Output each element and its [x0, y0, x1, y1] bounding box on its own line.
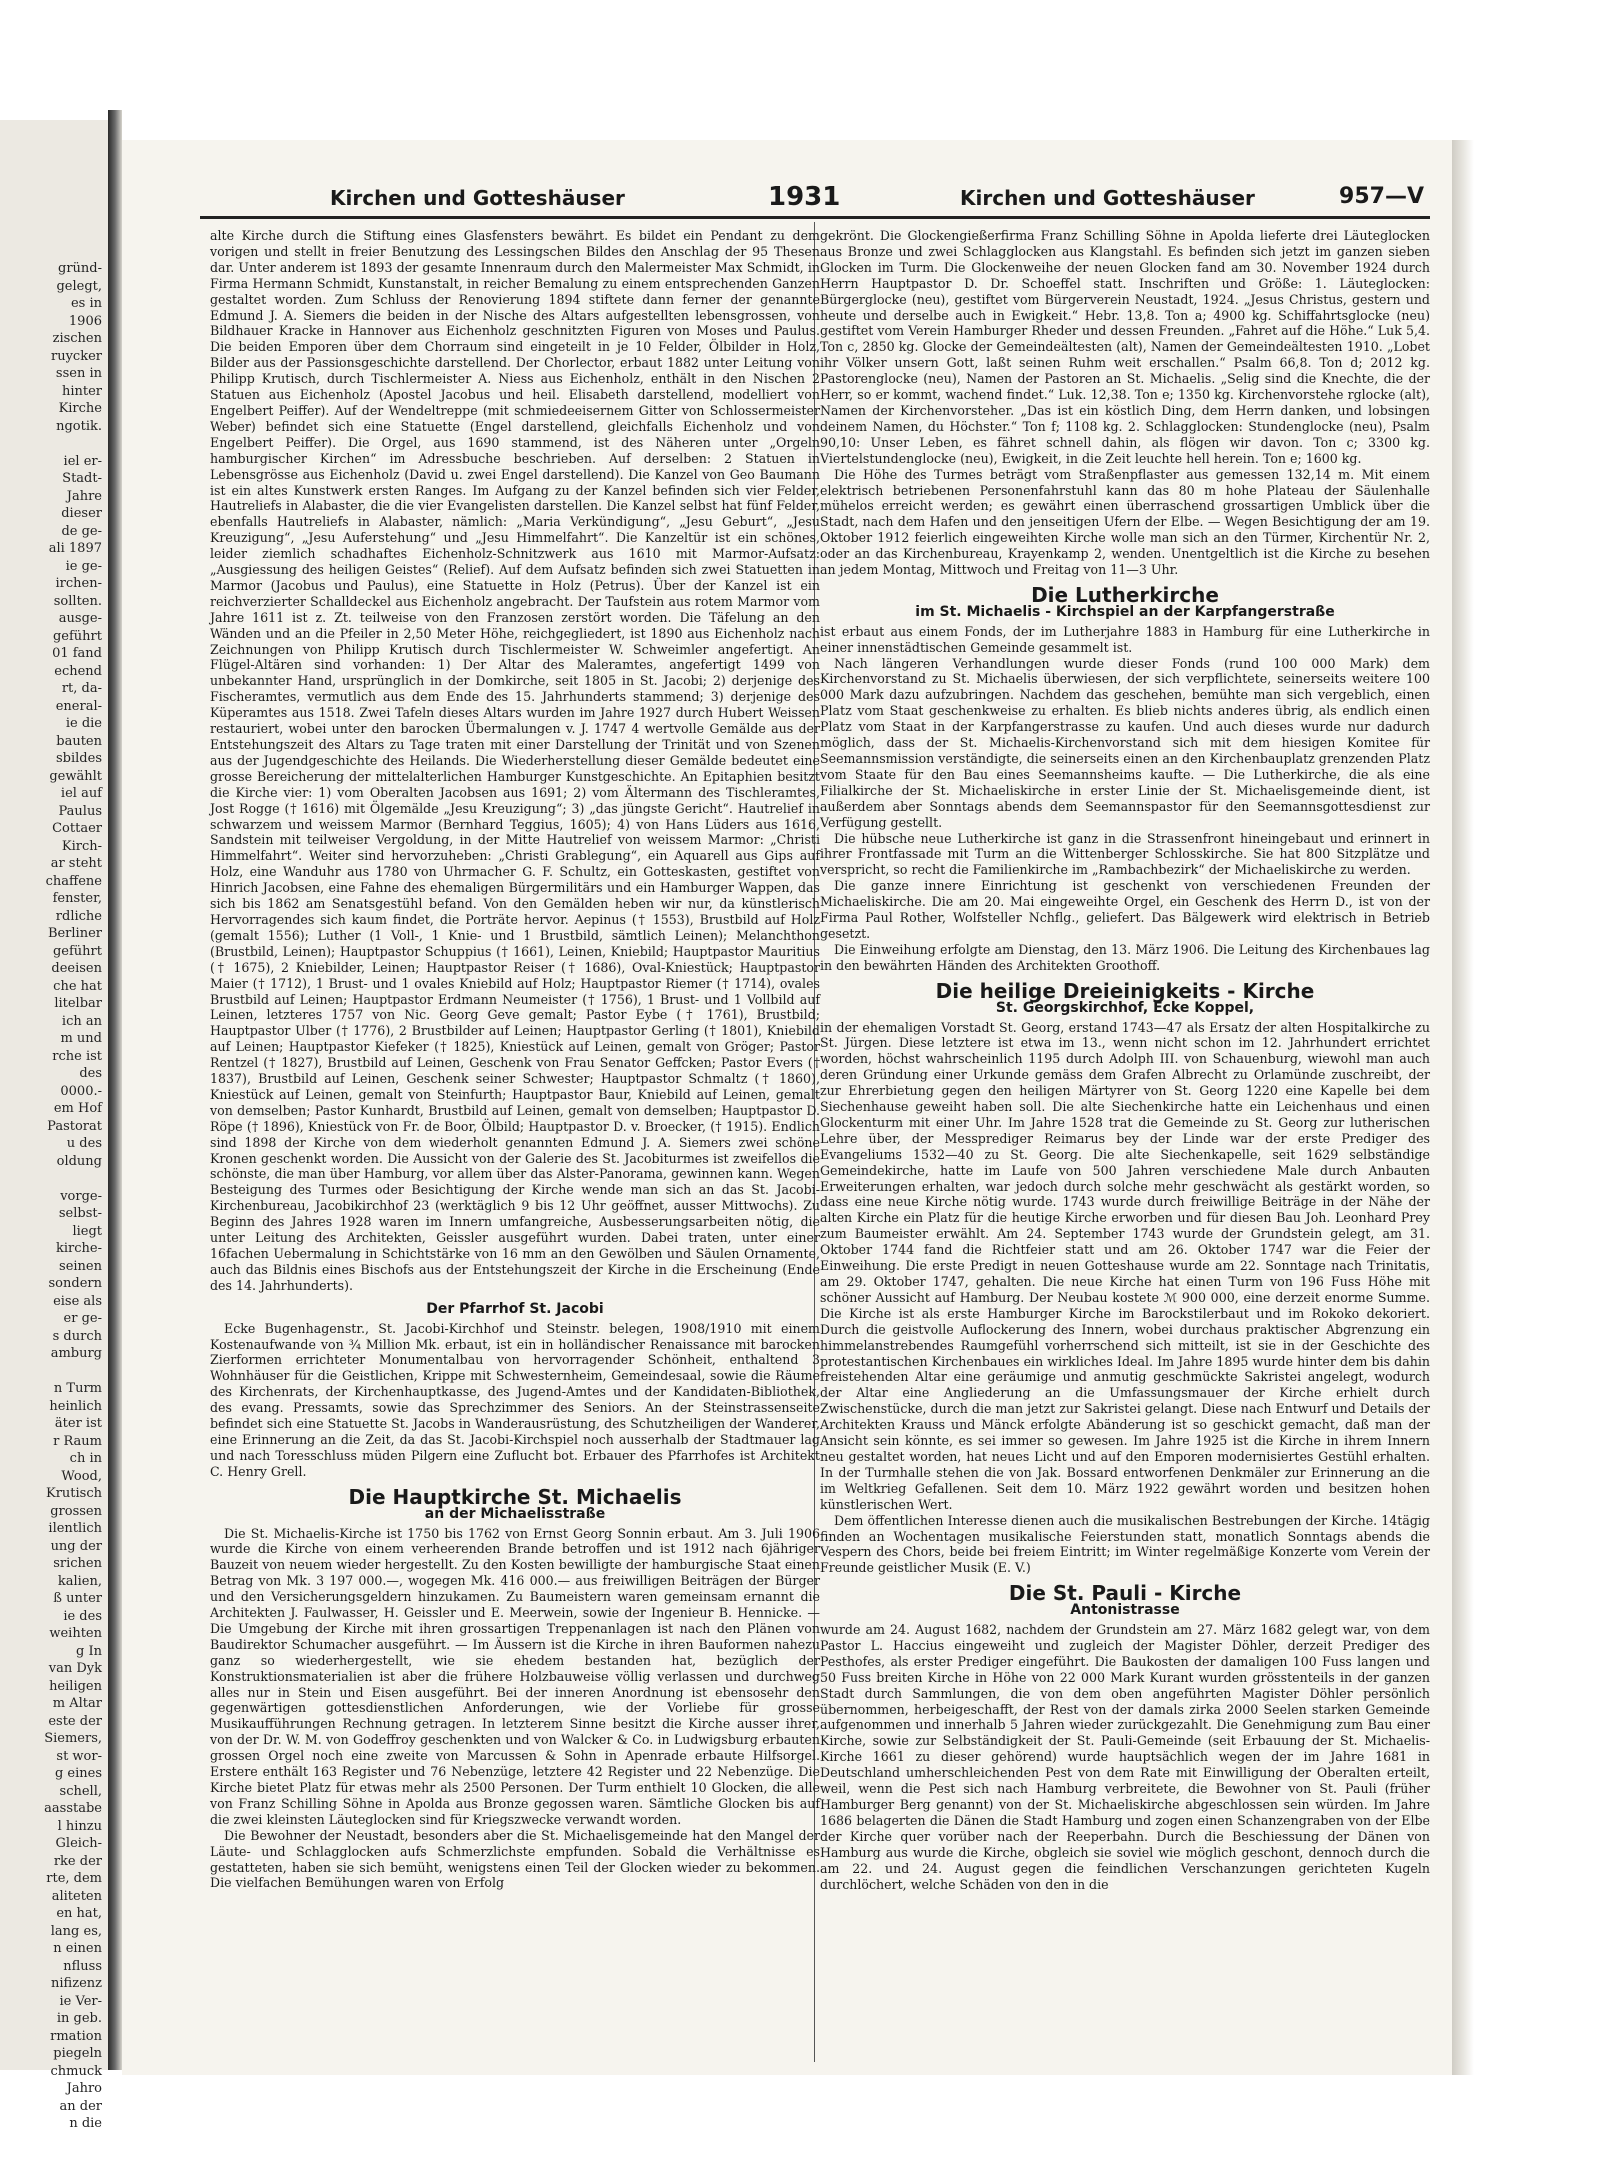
previous-page-line: amburg [50, 1346, 102, 1361]
lutherkirche-subheading: im St. Michaelis - Kirchspiel an der Karpfangerstraße [915, 603, 1335, 620]
previous-page-line: an der [59, 2098, 102, 2114]
previous-page-line: kirche- [56, 1241, 102, 1256]
dreieinigkeit-heading: Die heilige Dreieinigkeits - Kirche [935, 978, 1315, 1003]
previous-page-line: bauten [56, 733, 102, 749]
previous-page-line: en hat, [56, 1906, 102, 1921]
previous-page-line: g eines [54, 1766, 102, 1781]
lutherkirche-paragraph-4: Die ganze innere Einrichtung ist geschenkt von verschiedenen Freunden der Michaeliskirche. Die am 20. Mai eingeweihte Orgel, ein Geschenk des Herrn D., ist von der Firma Paul Rother, Wolfsteller Nchflg., geliefert. Das Bälgewerk wird elektrisch in Betrieb gesetzt. [820, 878, 1430, 941]
dreieinigkeit-subheading: St. Georgskirchhof, Ecke Koppel, [995, 999, 1255, 1016]
previous-page-line: Stadt- [62, 471, 102, 486]
previous-page-line: sollten. [53, 593, 102, 609]
previous-page-line: Wood, [61, 1468, 102, 1484]
previous-page-line: che hat [53, 978, 102, 994]
previous-page-line: ilentlich [48, 1521, 102, 1536]
previous-page-line: liegt [72, 1223, 102, 1239]
previous-page-line: ali 1897 [48, 541, 102, 556]
previous-page-line: Cottaer [52, 821, 102, 836]
previous-page-line: rt, da- [61, 681, 102, 696]
previous-page-line: nfluss [63, 1958, 102, 1974]
previous-page-line: Kirch- [61, 838, 102, 854]
previous-page-line: ie Ver- [59, 1993, 102, 2009]
previous-page-line: er ge- [63, 1311, 102, 1326]
previous-page-line: nifizenz [51, 1976, 102, 1991]
previous-page-line: ie ge- [65, 558, 102, 574]
previous-page-line: zischen [52, 331, 102, 346]
previous-page-line: s durch [52, 1328, 102, 1344]
previous-page-line: rmation [50, 2028, 102, 2044]
previous-page-line: gründ- [58, 261, 102, 276]
michaelis-bells-paragraph: gekrönt. Die Glockengießerfirma Franz Schilling Söhne in Apolda lieferte drei Läuteglocken aus Bronze und zwei Schlagglocken aus Klangstahl. Es befinden sich jetzt im ganzen sieben Glocken im Turm. Die Glockenweihe der neuen Glocken fand am 30. November 1924 durch Herrn Hauptpastor D. Dr. Schoeffel statt. Inschriften und Größe: 1. Läuteglocken: Bürgerglocke (neu), gestiftet vom Bürgerverein Neustadt, 1924. „Jesus Christus, gestern und heute und derselbe auch in Ewigkeit.“ Hebr. 13,8. Ton a; 4900 kg. Schiffahrtsglocke (neu) gestiftet vom Verein Hamburger Rheder und dessen Freunden. „Fahret auf die Höhe.“ Luk 5,4. Ton c, 2850 kg. Glocke der Gemeindeältesten (alt), Namen der Gemeindeältesten 1910. „Lobet ihr Völker unsern Gott, laßt seinen Ruhm weit erschallen.“ Psalm 66,8. Ton d; 2012 kg. Pastorenglocke (neu), Namen der Pastoren an St. Michaelis. „Selig sind die Knechte, die der Herr, so er kommt, wachend findet.“ Luk. 12,38. Ton e; 1350 kg. Kirchenvorstehe rglocke (alt), Namen der Kirchenvorsteher. „Das ist ein köstlich Ding, dem Herrn danken, und lobsingen deinem Namen, du Höchster.“ Ton f; 1108 kg. 2. Schlagglocken: Stundenglocke (neu), Psalm 90,10: Unser Leben, es fähret schnell dahin, als flögen wir davon. Ton c; 3300 kg. Viertelstundenglocke (neu), Ewigkeit, in die Zeit leuchte hell herein. Ton e; 1600 kg. [820, 228, 1430, 466]
dreieinigkeit-paragraph-2: Dem öffentlichen Interesse dienen auch die musikalischen Bestrebungen der Kirche. 14tägig finden an Wochentagen musikalische Feierstunden statt, monatlich Sonntags abends die Vespern des Chors, beide bei freiem Eintritt; im Winter regelmäßige Konzerte vom Verein der Freunde geistlicher Musik (E. V.) [820, 1512, 1430, 1576]
previous-page-line: heiligen [49, 1678, 102, 1694]
book-gutter [108, 110, 122, 2070]
previous-page-line: de ge- [61, 523, 102, 539]
previous-page-line: litelbar [54, 996, 102, 1011]
previous-page-line: oldung [56, 1153, 102, 1169]
previous-page-line: iel auf [60, 786, 102, 801]
previous-page-line: deeisen [51, 961, 102, 976]
previous-page-line: rte, dem [46, 1871, 102, 1886]
lutherkirche-heading: Die Lutherkirche [1031, 582, 1219, 607]
previous-page-line: m und [60, 1031, 102, 1046]
previous-page-line: aasstabe [44, 1801, 102, 1816]
previous-page-line: eneral- [55, 698, 102, 714]
previous-page-line: äter ist [54, 1416, 102, 1431]
previous-page-line: Jahre [66, 488, 102, 504]
lutherkirche-paragraph-1: ist erbaut aus einem Fonds, der im Lutherjahre 1883 in Hamburg für eine Lutherkirche in einer innenstädtischen Gemeinde gesammelt ist. [820, 623, 1430, 655]
previous-page-line: 1906 [68, 313, 102, 329]
previous-page-line: aliteten [51, 1888, 102, 1904]
previous-page-line: m Altar [52, 1696, 102, 1711]
previous-page-line: ß unter [53, 1591, 102, 1606]
previous-page-line: seinen [59, 1258, 102, 1274]
previous-page-line: Siemers, [44, 1731, 102, 1746]
previous-page-line: ar steht [50, 856, 102, 871]
previous-page-line: vorge- [60, 1188, 102, 1204]
previous-page-line: irchen- [55, 576, 102, 591]
previous-page-line: Paulus [58, 803, 102, 819]
previous-page-line: selbst- [58, 1206, 102, 1221]
previous-page-line: n Turm [53, 1381, 102, 1396]
previous-page-line: piegeln [53, 2046, 102, 2061]
michaelis-subheading: an der Michaelisstraße [424, 1505, 606, 1522]
previous-page-line: gewählt [49, 768, 102, 784]
michaelis-tower-paragraph: Die Höhe des Turmes beträgt vom Straßenpflaster aus gemessen 132,14 m. Mit einem elektrisch betriebenen Personenfahrstuhl kann das 80 m hohe Plateau der Säulenhalle mühelos erreicht werden; es gewährt einen überraschend grossartigen Umblick über die Stadt, nach dem Hafen und den jenseitigen Ufern der Elbe. — Wegen Besichtigung der am 19. Oktober 1912 feierlich eingeweihten Kirche wolle man sich an den Türmer, Kirchentür Nr. 2, oder an das Kirchenbureau, Krayenkamp 2, wenden. Unentgeltlich ist die Kirche zu besehen an jedem Montag, Mittwoch und Freitag von 11—3 Uhr. [820, 466, 1430, 578]
previous-page-line: schell, [59, 1783, 102, 1799]
previous-page-line: ung der [50, 1538, 102, 1554]
previous-page-line: ausge- [58, 611, 102, 626]
previous-page-line: Berliner [47, 926, 102, 941]
previous-page-line: gelegt, [56, 278, 102, 294]
previous-page-line: des [79, 1066, 102, 1081]
previous-page-line: rdliche [55, 908, 102, 924]
previous-page-line: in geb. [56, 2011, 102, 2026]
previous-page-line: st wor- [56, 1748, 102, 1764]
running-header [200, 180, 1430, 219]
previous-page-line: sbildes [56, 751, 102, 766]
previous-page-line: grossen [50, 1503, 102, 1519]
pfarrhof-paragraph: Ecke Bugenhagenstr., St. Jacobi-Kirchhof und Steinstr. belegen, 1908/1910 mit einem Kostenaufwande von ¾ Million Mk. erbaut, ist ein in holländischer Renaissance mit barocken Zierformen errichteter Monumentalbau von hervorragender Schönheit, enthaltend 3 Wohnhäuser für die Geistlichen, Krippe mit Schwesternheim, Gemeindesaal, sowie die Räume des Kirchenrats, der Kirchenhauptkasse, des Jugend-Amtes und der Kandidaten-Bibliothek, des evang. Pressamts, sowie das Sprechzimmer des Seniors. An der Steinstrassenseite befindet sich eine Statuette St. Jacobs in Wanderausrüstung, des Schutzheiligen der Wanderer, eine Erinnerung an die Zeit, da das St. Jacobi-Kirchspiel noch ausserhalb der Stadtmauer lag und nach Toresschluss müden Pilgern eine Zuflucht bot. Erbauer des Pfarrhofes ist Architekt C. Henry Grell. [210, 1320, 820, 1479]
previous-page-line: iel er- [63, 453, 102, 469]
previous-page-text-fragments [0, 120, 108, 2133]
previous-page-line: weihten [49, 1626, 102, 1641]
header-title-right: Kirchen und Gotteshäuser [960, 186, 1255, 210]
previous-page-line: ruycker [51, 348, 102, 364]
pauli-paragraph: wurde am 24. August 1682, nachdem der Grundstein am 27. März 1682 gelegt war, von dem Pastor L. Haccius eingeweiht und zugleich der Magister Döhler, derzeit Prediger des Pesthofes, als erster Prediger eingeführt. Die Baukosten der damaligen 100 Fuss langen und 50 Fuss breiten Kirche in Höhe von 22 000 Mark Kurant wurden grösstenteils in der ganzen Stadt durch Sammlungen, die von dem oben angeführten Magister Döhler persönlich übernommen, herbeigeschafft, der Rest von der damals zirka 2000 Seelen starken Gemeinde aufgenommen und innerhalb 5 Jahren wieder zurückgezahlt. Die Genehmigung zum Bau einer Kirche, sowie zur Selbständigkeit der St. Pauli-Gemeinde (seit Erbauung der St. Michaelis-Kirche 1661 zu dieser gehörend) wurde hauptsächlich wegen der im Jahre 1681 in Deutschland umherschleichenden Pest von dem Rate mit Einwilligung der Oberalten erteilt, weil, wenn die Pest sich nach Hamburg verbreitete, die Bewohner von St. Pauli (früher Hamburger Berg genannt) von der St. Michaeliskirche abgeschlossen sein würden. Im Jahre 1686 belagerten die Dänen die Stadt Hamburg und zogen einen Schanzengraben von der Elbe der Kirche quer vorüber nach der Reeperbahn. Durch die Beschiessung der Dänen von Hamburg aus wurde die Kirche, obgleich sie soviel wie möglich geschont, dennoch durch die am 22. und 24. August gegen die feindlichen Verschanzungen gerichteten Kugeln durchlöchert, welche Schäden von den in die [820, 1622, 1430, 1892]
previous-page-line: g In [76, 1643, 102, 1659]
previous-page-line: rche ist [52, 1048, 102, 1064]
previous-page-line: Gleich- [55, 1836, 102, 1851]
jacobi-continuation-paragraph: alte Kirche durch die Stiftung eines Glasfensters bewährt. Es bildet ein Pendant zu dem vorigen und stellt in freier Benutzung des Lessingschen Bildes den Anschlag der 95 Thesen dar. Unter anderem ist 1893 der gesamte Innenraum durch den Malermeister Max Schmidt, in Firma Hermann Schmidt, Kunstanstalt, in reicher Bemalung zu einem entsprechenden Ganzen gestaltet worden. Zum Schluss der Renovierung 1894 stiftete dann ferner der genannte Edmund J. A. Siemers die beiden in der Nische des Altars aufgestellten lebensgrossen, von Bildhauer Kracke in Hannover aus Eichenholz geschnitzten Figuren von Moses und Paulus. Die beiden Emporen über dem Chorraum sind eingeteilt in je 10 Felder, Ölbilder in Holz, Bilder aus der Passionsgeschichte darstellend. Der Chorlector, erbaut 1882 unter Leitung von Philipp Krutisch, durch Tischlermeister A. Niess aus Eichenholz, enthält in den Nischen 2 Statuen aus Eichenholz (Apostel Jacobus und heil. Elisabeth darstellend, modelliert von Engelbert Peiffer). Auf der Wendeltreppe (mit schmiedeeisernem Gitter von Schlossermeister Weber) befindet sich eine Statuette (Engel darstellend, gleichfalls Eichenholz und von Engelbert Peiffer). Die Orgel, aus 1690 stammend, ist des Näheren unter „Orgeln hamburgischer Kirchen“ im Adressbuche beschrieben. Auf derselben: 2 Statuen in Lebensgrösse aus Eichenholz (David u. zwei Engel darstellend). Die Kanzel von Geo Baumann ist ein altes Kunstwerk ersten Ranges. Im Aufgang zu der Kanzel befinden sich vier Felder, Hautreliefs in Alabaster, die die vier Evangelisten darstellen. Die Kanzel selbst hat fünf Felder, ebenfalls Hautreliefs in Alabaster, nämlich: „Maria Verkündigung“, „Jesu Geburt“, „Jesu Kreuzigung“, „Jesu Auferstehung“ und „Jesu Himmelfahrt“. Die Kanzeltür ist ein schönes, leider ziemlich schadhaftes Eichenholz-Schnitzwerk aus 1610 mit Marmor-Aufsatz: „Ausgiessung des heiligen Geistes“ (Relief). Auf dem Aufsatz befinden sich zwei Statuetten in Marmor (Jacobus und Paulus), eine Statuette in Holz (Petrus). Über der Kanzel ist ein reichverzierter Schalldeckel aus Eichenholz angebracht. Der Taufstein aus rotem Marmor vom Jahre 1611 ist z. Zt. teilweise von den Franzosen zerstört worden. Die Täfelung an den Wänden und an die Pfeiler in 2,50 Meter Höhe, reichgegliedert, ist 1890 aus Eichenholz nach Zeichnungen von Philipp Krutisch durch Tischlermeister W. Schweimler angefertigt. An Flügel-Altären sind vorhanden: 1) Der Altar des Maleramtes, angefertigt 1499 von unbekannter Hand, ursprünglich in der Domkirche, seit 1805 in St. Jacobi; 2) derjenige des Fischeramtes, vermutlich aus dem Ende des 15. Jahrhunderts stammend; 3) derjenige des Küperamtes aus 1518. Zwei Tafeln dieses Altars wurden im Jahre 1927 durch Hubert Weissen restauriert, wobei unter den barocken Übermalungen v. J. 1747 4 wertvolle Gemälde aus der Entstehungszeit des Altars zu Tage traten mit einer Darstellung der Trinität und von Szenen aus der Jugendgeschichte des Heilands. Die Wiederherstellung dieser Gemälde bedeutet eine grosse Bereicherung der mittelalterlichen Hamburger Kunstgeschichte. An Epitaphien besitzt die Kirche vier: 1) vom Oberalten Jacobsen aus 1691; 2) vom Ältermann des Tischleramtes, Jost Rogge († 1616) mit Ölgemälde „Jesu Kreuzigung“; 3) „das jüngste Gericht“. Hautrelief in schwarzem und weissem Marmor (Bernhard Teggius, 1605); 4) von Hans Lüders aus 1616, Sandstein mit teilweiser Vergoldung, in der Mitte Hautrelief von weissem Marmor: „Christi Himmelfahrt“. Weiter sind hervorzuheben: „Christi Grablegung“, ein Aquarell aus Gips auf Holz, eine Wanduhr aus 1780 von Uhrmacher G. F. Schultz, ein Gotteskasten, gestiftet von Hinrich Jacobsen, eine Fahne des ehemaligen Bürgermilitärs und ein Hamburger Wappen, das sich bis 1862 am Senatsgestühl befand. Von den Gemälden heben wir nur, da künstlerisch Hervorragendes sich kaum findet, die Porträte hervor. Aepinus († 1553), Brustbild auf Holz (gemalt 1556); Luther (1 Voll-, 1 Knie- und 1 Brustbild, sämtlich Leinen); Melanchthon (Brustbild, Leinen); Hauptpastor Schuppius († 1661), Leinen, Kniebild; Hauptpastor Mauritius († 1675), 2 Kniebilder, Leinen; Hauptpastor Reiser († 1686), Oval-Kniestück; Hauptpastor Maier († 1712), 1 Brust- und 1 ovales Kniebild auf Holz; Hauptpastor Riemer († 1714), ovales Brustbild auf Leinen; Hauptpastor Erdmann Neumeister († 1756), 1 Brust- und 1 Vollbild auf Leinen, letzteres 1757 von Nic. Georg Geve gemalt; Pastor Eybe († 1761), Brustbild; Hauptpastor Ulber († 1776), 2 Brustbilder auf Leinen; Hauptpastor Gerling († 1801), Kniebild auf Leinen; Hauptpastor Kiefeker († 1825), Kniestück auf Leinen, gemalt von Gröger; Pastor Rentzel († 1827), Brustbild auf Leinen, Geschenk von Frau Senator Geffcken; Pastor Evers († 1837), Brustbild auf Leinen, Geschenk seiner Schwester; Hauptpastor Schmaltz († 1860), Kniestück auf Leinen, gemalt von Steinfurth; Hauptpastor Baur, Kniebild auf Leinen, gemalt von demselben; Pastor Kunhardt, Brustbild auf Leinen, gemalt von demselben; Hauptpastor D. Röpe († 1896), Kniestück von Fr. de Boor, Ölbild; Hauptpastor D. v. Broecker, († 1915). Endlich sind 1898 der Kirche von dem wiederholt genannten Edmund J. A. Siemers zwei schöne Kronen geschenkt worden. Die Aussicht von der Galerie des St. Jacobiturmes ist zweifellos die schönste, die man über Hamburg, vor allem über das Alster-Panorama, gewinnen kann. Wegen Besteigung des Turmes oder Besichtigung der Kirche wende man sich an das St. Jacobi-Kirchenbureau, Jacobikirchhof 23 (werktäglich 9 bis 12 Uhr geöffnet, ausser Mittwochs). Zu Beginn des Jahres 1928 waren im Innern umfangreiche, Ausbesserungsarbeiten nötig, die unter Leitung des Architekten, Geissler ausgeführt wurden. Dabei traten, unter einer 16fachen Uebermalung in Schichtstärke von 16 mm an den Gewölben und Säulen Ornamente, auch das Bildnis eines Bischofs aus der Entstehungszeit der Kirche in die Erscheinung (Ende des 14. Jahrhunderts). [210, 228, 820, 1293]
previous-page-line: ch in [69, 1451, 102, 1466]
previous-page-line: dieser [61, 506, 102, 521]
header-year: 1931 [768, 182, 841, 212]
previous-page-line: hinter [61, 383, 102, 399]
previous-page-line: lang es, [50, 1923, 102, 1939]
previous-page-line: este der [48, 1713, 102, 1729]
previous-page-line: eise als [53, 1293, 102, 1309]
previous-page-line: ich an [61, 1013, 102, 1029]
previous-page-line: 0000.- [60, 1083, 102, 1099]
previous-page-line: ie die [65, 716, 102, 731]
michaelis-heading: Die Hauptkirche St. Michaelis [348, 1484, 682, 1509]
lutherkirche-paragraph-3: Die hübsche neue Lutherkirche ist ganz in die Strassenfront hineingebaut und erinnert in ihrer Frontfassade mit Turm an die Wittenberger Schlosskirche. Sie hat 800 Sitzplätze und verspricht, so recht die Familienkirche im „Rambachbezirk“ der Michaeliskirche zu werden. [820, 830, 1430, 878]
previous-page-line: Krutisch [45, 1486, 102, 1501]
previous-page-line [4, 1363, 102, 1381]
michaelis-paragraph-2: Die Bewohner der Neustadt, besonders aber die St. Michaelisgemeinde hat den Mangel der Läute- und Schlagglocken aufs Schmerzlichste empfunden. Sobald die Verhältnisse es gestatteten, haben sie sich bemüht, wenigstens einen Teil der Glocken wieder zu bekommen. Die vielfachen Bemühungen waren von Erfolg [210, 1827, 820, 1891]
previous-page-line: em Hof [53, 1101, 102, 1116]
previous-page-line: heinlich [49, 1398, 102, 1414]
previous-page-line: 01 fand [52, 646, 102, 661]
lutherkirche-paragraph-5: Die Einweihung erfolgte am Dienstag, den 13. März 1906. Die Leitung des Kirchenbaues lag in den bewährten Händen des Architekten Groothoff. [820, 941, 1430, 973]
previous-page-line: Pastorat [47, 1118, 102, 1134]
pauli-subheading: Antonistrasse [1070, 1602, 1180, 1619]
header-page-number: 957—V [1339, 184, 1424, 209]
previous-page-line [4, 1170, 102, 1188]
previous-page-line: sondern [48, 1276, 102, 1291]
dreieinigkeit-paragraph-1: in der ehemaligen Vorstadt St. Georg, erstand 1743—47 als Ersatz der alten Hospitalkirche zu St. Jürgen. Diese letztere ist etwa im 13., wenn nicht schon im 12. Jahrhundert errichtet worden, höchst wahrscheinlich 1195 durch Adolph III. von Schauenburg, wiewohl man auch deren Gründung einer Urkunde gemäss dem Grafen Albrecht zu Orlamünde zuschreibt, der zur Ehrerbietung gegen den heiligen Märtyrer von St. Georg 1220 eine Kapelle bei dem Siechenhause geweiht haben soll. Die alte Siechenkirche hatte ein Leichenhaus und einen Glockenturm mit einer Uhr. Im Jahre 1528 trat die Gemeinde zu St. Georg zur lutherischen Lehre über, der Messprediger Reimarus bey der Linde war der erste Prediger des Evangeliums 1532—40 zu St. Georg. Die alte Siechenkapelle, seit 1629 selbständige Gemeindekirche, hatte im Laufe von 500 Jahren verschiedene Male durch Anbauten Erweiterungen erhalten, war jedoch durch solche mehr geschwächt als gestärkt worden, so dass eine neue Kirche nötig wurde. 1743 wurde durch freiwillige Beiträge in der Nähe der alten Kirche ein Platz für die heutige Kirche erworben und für diesen Bau Joh. Leonhard Prey zum Baumeister erwählt. Am 24. September 1743 wurde der Grundstein gelegt, am 31. Oktober 1744 fand die Richtfeier statt und am 26. Oktober 1747 war die Feier der Einweihung. Die erste Predigt in neuen Gotteshause wurde am 22. Sonntage nach Trinitatis, am 29. Oktober 1747, gehalten. Die neue Kirche hat einen Turm von 196 Fuss Höhe mit schöner Aussicht auf Hamburg. Der Neubau kostete ℳ 900 000, eine derzeit enorme Summe. Die Kirche ist als erste Hamburger Kirche im Barockstilerbaut und im Rokoko dekoriert. Durch die geistvolle Auflockerung des Innern, wobei durchaus praktischer Abgrenzung ein himmelanstrebendes Raumgefühl vorherrschend sich mitteilt, ist sie in der Geschichte des protestantischen Kirchenbaues ein wirkliches Ideal. Im Jahre 1895 wurde hinter dem bis dahin freistehenden Altar eine geräumige und anmutig geschmückte Sakristei angelegt, wodurch der Altar eine Angliederung an die Umfassungsmauer der Kirche erhielt durch Zwischenstücke, durch die man jetzt zur Sakristei gelangt. Diese nach Entwurf und Details der Architekten Krauss und Mänck erfolgte Abänderung ist so geschickt gemacht, daß man der Ansicht sein könnte, es sei immer so gewesen. Im Jahre 1925 ist die Kirche in ihrem Innern neu gestaltet worden, hat neues Licht und auf den Emporen modernisiertes Gestühl erhalten. In der Turmhalle stehen die von Jak. Bossard entworfenen Denkmäler zur Erinnerung an die im Weltkrieg Gefallenen. Seit dem 10. März 1922 gewährt worden und besitzen hohen künstlerischen Wert. [820, 1019, 1430, 1512]
previous-page-line [4, 435, 102, 453]
previous-page-line: chmuck [50, 2063, 102, 2079]
previous-page-line: ngotik. [56, 418, 102, 434]
left-column [210, 228, 820, 1891]
header-title-left: Kirchen und Gotteshäuser [330, 186, 625, 210]
previous-page-line: es in [70, 296, 102, 311]
previous-page-line: Jahro [66, 2081, 102, 2096]
previous-page-line: kalien, [57, 1573, 102, 1589]
previous-page-line: n die [69, 2116, 102, 2131]
previous-page-line: Kirche [58, 401, 102, 416]
previous-page-line: u des [66, 1136, 102, 1151]
previous-page-line: ssen in [55, 366, 102, 381]
michaelis-paragraph-1: Die St. Michaelis-Kirche ist 1750 bis 1762 von Ernst Georg Sonnin erbaut. Am 3. Juli 1906 wurde die Kirche von einem verheerenden Brande betroffen und ist 1912 nach 6jähriger Bauzeit von neuem wieder hergestellt. Zu den Kosten bewilligte der hamburgische Staat einen Betrag von Mk. 3 197 000.—, wogegen Mk. 416 000.— aus freiwilligen Beiträgen der Bürger und den Versicherungsgeldern hinzukamen. Zu Baumeistern waren gemeinsam ernannt die Architekten J. Faulwasser, H. Geissler und E. Meerwein, sowie der Ingenieur B. Hennicke. — Die Umgebung der Kirche mit ihren grossartigen Treppenanlagen ist nach den Plänen von Baudirektor Schumacher ausgeführt. — Im Äussern ist die Kirche in ihren Bauformen nahezu ganz so wiederhergestellt, wie sie ehedem bestanden hat, bezüglich der Konstruktionsmaterialien ist aber die frühere Holzbauweise völlig verlassen und durchweg alles nur in Stein und Eisen ausgeführt. Bei der inneren Anordnung ist ebensosehr den gegenwärtigen gottesdienstlichen Anforderungen, wie der Vorliebe für grosse Musikaufführungen Rechnung getragen. In letzterem Sinne besitzt die Kirche ausser ihrer, von der Dr. W. M. von Godeffroy geschenkten und von Walcker & Co. in Ludwigsburg erbauten grossen Orgel noch eine zweite von Marcussen & Sohn in Apenrade erbaute Hilfsorgel. Erstere enthält 163 Register und 76 Nebenzüge, letztere 42 Register und 22 Nebenzüge. Die Kirche bietet Platz für etwas mehr als 2500 Personen. Der Turm enthielt 10 Glocken, die alle von Franz Schilling Söhne in Apolda aus Bronze gegossen waren. Sämtliche Glocken bis auf die zwei kleinsten Läuteglocken sind für Kriegszwecke verwandt worden. [210, 1525, 820, 1827]
previous-page-line: chaffene [45, 873, 102, 889]
previous-page-line: van Dyk [48, 1661, 102, 1676]
previous-page-line: fenster, [52, 891, 102, 906]
previous-page-edge [0, 120, 108, 2131]
previous-page-line: echend [54, 663, 102, 679]
previous-page-line: srichen [53, 1556, 102, 1571]
previous-page-line: l hinzu [57, 1818, 102, 1834]
lutherkirche-paragraph-2: Nach längeren Verhandlungen wurde dieser Fonds (rund 100 000 Mark) dem Kirchenvorstand zu St. Michaelis überwiesen, der sich verpflichtete, seinerseits weitere 100 000 Mark dazu aufzubringen. Nachdem das geschehen, bemühte man sich vergeblich, einen Platz vom Staat geschenkweise zu erhalten. Es blieb nichts anderes übrig, als endlich einen Platz vom Staat in der Karpfangerstrasse zu kaufen. Und auch dieses wurde nur dadurch möglich, dass der St. Michaelis-Kirchenvorstand sich mit dem hiesigen Komitee für Seemannsmission verständigte, die seinerseits einen an den Kirchenbauplatz grenzenden Platz vom Staate für den Bau eines Seemannsheims kaufte. — Die Lutherkirche, die als eine Filialkirche der St. Michaeliskirche in erster Linie der St. Michaelisgemeinde dient, ist außerdem aber Sonntags abends dem Seemannspastor für den Seemannsgottesdienst zur Verfügung gestellt. [820, 655, 1430, 830]
right-column [820, 228, 1430, 1892]
previous-page-line: geführt [52, 628, 102, 644]
pfarrhof-heading: Der Pfarrhof St. Jacobi [426, 1300, 604, 1317]
previous-page-line: geführt [52, 943, 102, 959]
previous-page-line: n einen [53, 1941, 102, 1956]
pauli-heading: Die St. Pauli - Kirche [1008, 1581, 1242, 1606]
previous-page-line: r Raum [53, 1433, 102, 1449]
previous-page-line: ie des [63, 1608, 102, 1624]
page-right-edge [1452, 140, 1474, 2075]
previous-page-line: rke der [53, 1853, 102, 1869]
